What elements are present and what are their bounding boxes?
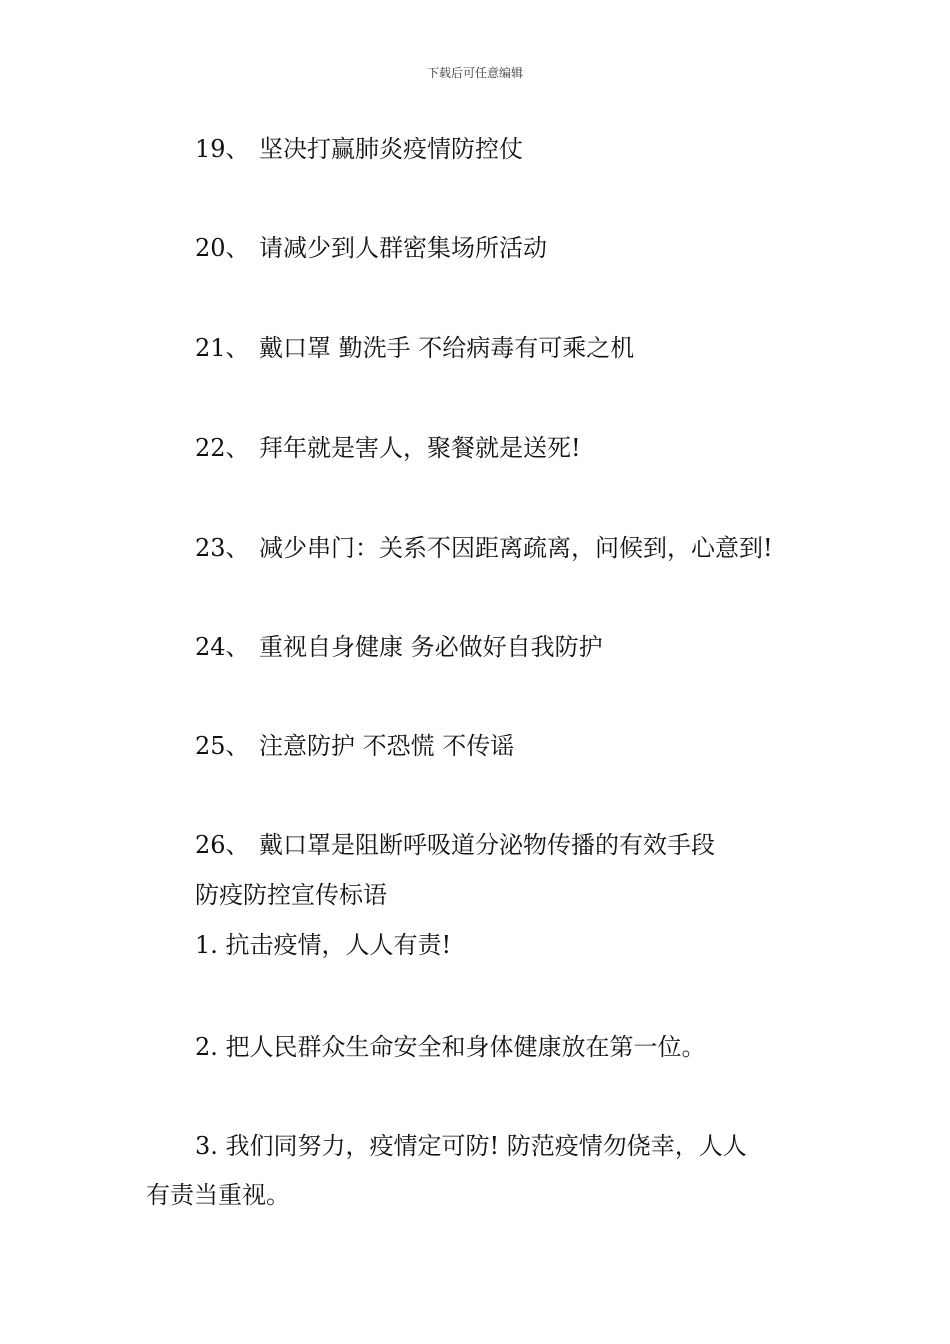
slogan-1: 1. 抗击疫情，人人有责! [195,931,452,959]
item-number: 24、 [195,633,250,661]
slogan-2: 2. 把人民群众生命安全和身体健康放在第一位。 [195,1033,706,1061]
item-text: 拜年就是害人，聚餐就是送死! [259,434,581,462]
list-item-22 [195,433,581,463]
slogan-3-continuation: 有责当重视。 [146,1181,290,1209]
item-text: 戴口罩是阻断呼吸道分泌物传播的有效手段 [259,831,715,859]
item-text: 减少串门：关系不因距离疏离，问候到，心意到! [259,534,773,562]
list-item-20 [195,233,547,263]
item-number: 26、 [195,831,250,859]
item-number: 19、 [195,135,250,163]
section-title: 防疫防控宣传标语 [195,881,387,909]
item-text: 注意防护 不恐慌 不传谣 [259,732,515,760]
item-text: 坚决打赢肺炎疫情防控仗 [259,135,523,163]
list-item-25 [195,731,514,761]
item-number: 20、 [195,234,250,262]
list-item-26 [195,830,715,860]
slogan-3: 3. 我们同努力，疫情定可防! 防范疫情勿侥幸，人人 [195,1132,747,1160]
item-text: 请减少到人群密集场所活动 [259,234,547,262]
list-item-24 [195,632,603,662]
item-text: 重视自身健康 务必做好自我防护 [259,633,603,661]
item-number: 21、 [195,334,250,362]
item-number: 22、 [195,434,250,462]
item-number: 23、 [195,534,250,562]
item-number: 25、 [195,732,250,760]
list-item-21 [195,333,634,363]
list-item-23 [195,533,773,563]
page-header-note: 下载后可任意编辑 [426,66,523,80]
list-item-19 [195,134,523,164]
item-text: 戴口罩 勤洗手 不给病毒有可乘之机 [259,334,635,362]
